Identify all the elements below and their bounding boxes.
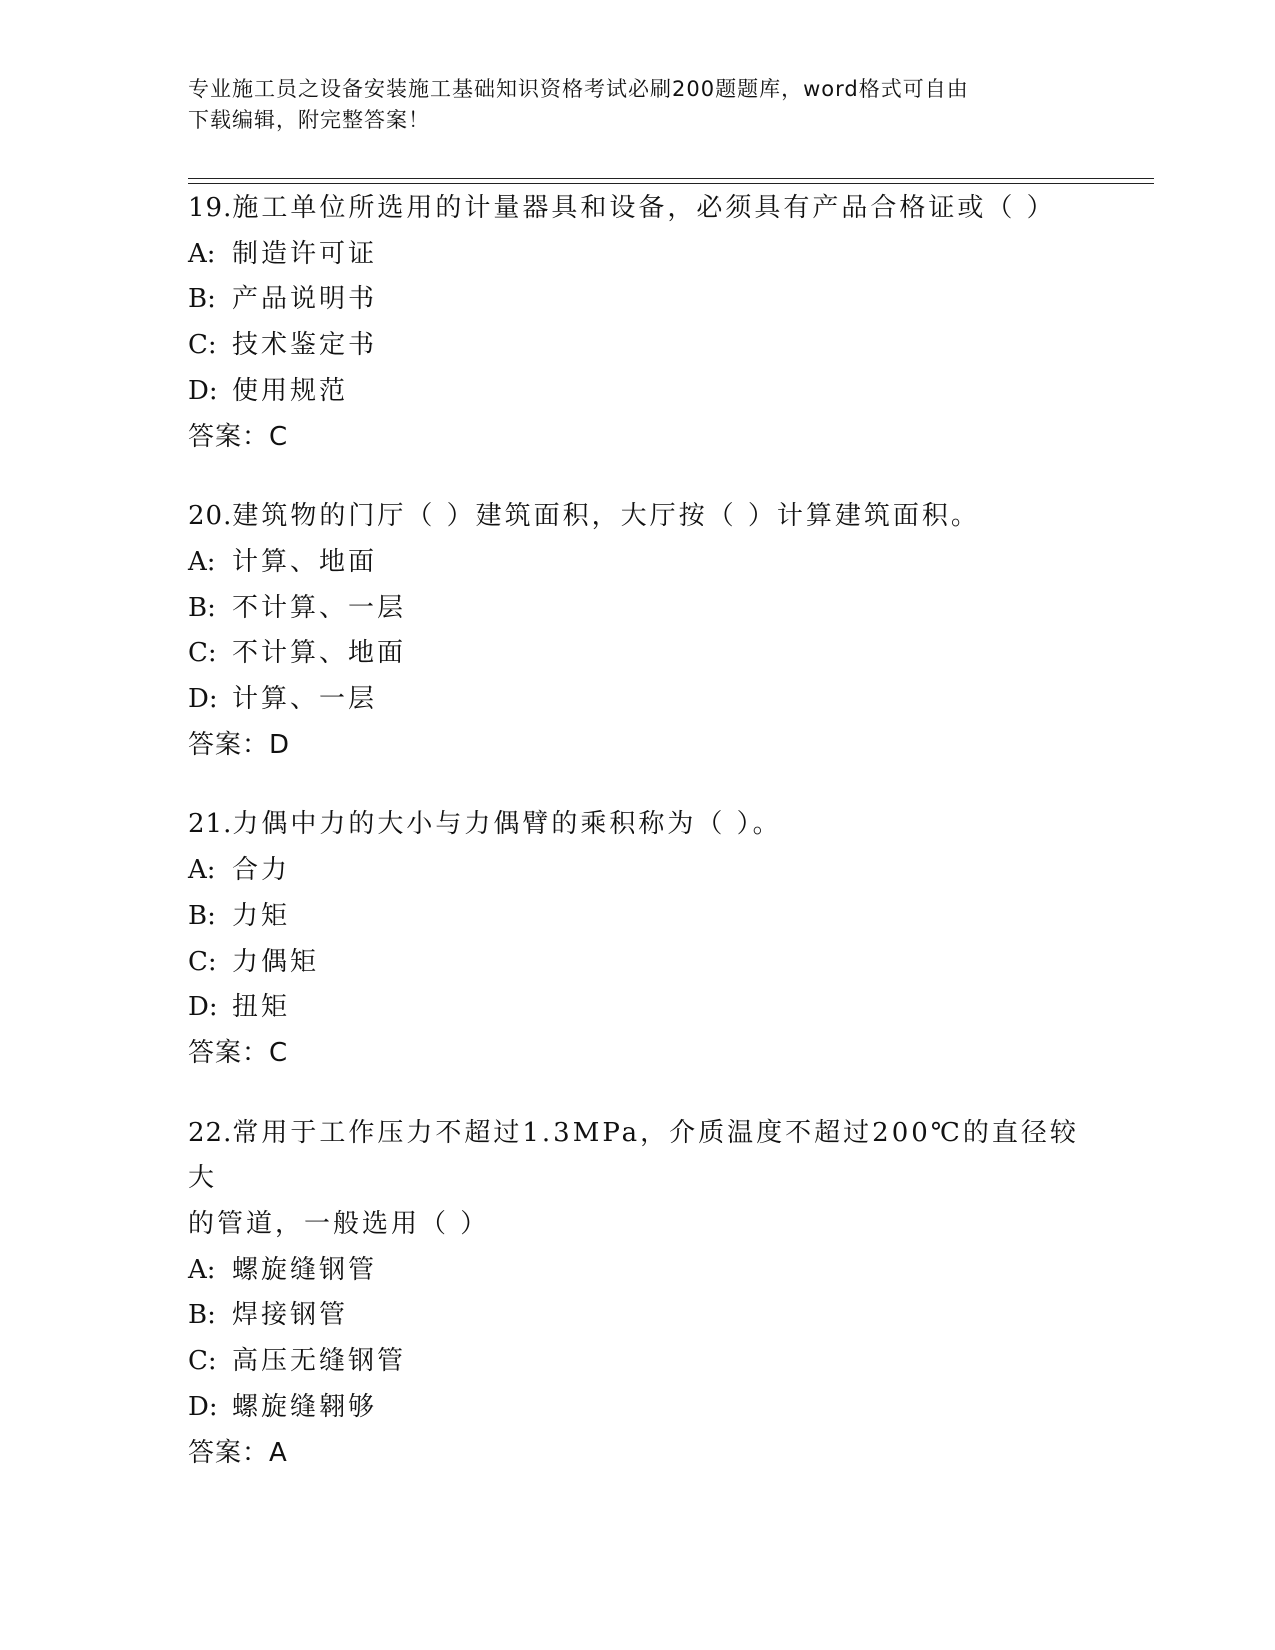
option-d bbox=[188, 369, 1088, 415]
question-number: 22. bbox=[188, 1117, 233, 1148]
option-label: B: bbox=[188, 284, 216, 315]
question-list bbox=[188, 186, 1088, 1510]
option-d bbox=[188, 677, 1088, 723]
option-text: 不计算、地面 bbox=[232, 638, 407, 669]
option-text: 使用规范 bbox=[232, 375, 349, 406]
option-b bbox=[188, 277, 1088, 323]
option-label: C: bbox=[188, 1346, 217, 1377]
option-a bbox=[188, 232, 1088, 278]
answer-line: 答案：D bbox=[188, 729, 291, 760]
option-label: D: bbox=[188, 1391, 218, 1422]
option-d bbox=[188, 1385, 1088, 1431]
option-label: A: bbox=[188, 1254, 216, 1285]
question-stem-line: 常用于工作压力不超过1.3MPa，介质温度不超过200℃的直径较大 bbox=[188, 1117, 1079, 1194]
option-a bbox=[188, 1248, 1088, 1294]
question-item bbox=[188, 802, 1088, 1076]
option-b bbox=[188, 586, 1088, 632]
option-label: B: bbox=[188, 900, 216, 931]
question-item bbox=[188, 494, 1088, 768]
option-text: 高压无缝钢管 bbox=[232, 1346, 407, 1377]
question-stem-line: 施工单位所选用的计量器具和设备，必须具有产品合格证或（ ） bbox=[232, 193, 1056, 223]
option-c bbox=[188, 940, 1088, 986]
option-text: 螺旋缝翱够 bbox=[232, 1391, 378, 1422]
option-label: B: bbox=[188, 592, 216, 623]
option-text: 制造许可证 bbox=[232, 238, 378, 269]
option-c bbox=[188, 1339, 1088, 1385]
question-text bbox=[188, 1111, 1088, 1202]
option-text: 力偶矩 bbox=[232, 946, 320, 977]
question-stem-line: 建筑物的门厅（ ）建筑面积，大厅按（ ）计算建筑面积。 bbox=[232, 501, 980, 532]
header-divider-top bbox=[188, 178, 1154, 179]
option-label: A: bbox=[188, 855, 216, 886]
question-stem-line: 力偶中力的大小与力偶臂的乘积称为（ ）。 bbox=[232, 809, 782, 840]
option-d bbox=[188, 985, 1088, 1031]
option-text: 扭矩 bbox=[232, 992, 291, 1023]
document-header bbox=[188, 74, 1068, 136]
option-c bbox=[188, 631, 1088, 677]
answer-line: 答案：A bbox=[188, 1437, 288, 1468]
question-item bbox=[188, 186, 1088, 460]
option-label: D: bbox=[188, 375, 218, 406]
option-text: 计算、地面 bbox=[232, 546, 378, 577]
question-number: 19. bbox=[188, 193, 233, 223]
option-a bbox=[188, 540, 1088, 586]
option-text: 合力 bbox=[232, 855, 291, 886]
question-number: 20. bbox=[188, 501, 233, 532]
header-divider-bottom bbox=[188, 183, 1154, 184]
answer-line: 答案：C bbox=[188, 1037, 289, 1068]
option-text: 技术鉴定书 bbox=[232, 330, 378, 361]
header-line-1: 专业施工员之设备安装施工基础知识资格考试必刷200题题库，word格式可自由 bbox=[188, 77, 969, 101]
option-label: A: bbox=[188, 546, 216, 577]
question-text bbox=[188, 802, 1088, 848]
question-text-continued: 的管道，一般选用（ ） bbox=[188, 1209, 490, 1240]
option-label: C: bbox=[188, 946, 217, 977]
option-text: 螺旋缝钢管 bbox=[232, 1254, 378, 1285]
option-b bbox=[188, 1293, 1088, 1339]
option-label: C: bbox=[188, 638, 217, 669]
header-line-2: 下载编辑，附完整答案！ bbox=[188, 108, 430, 132]
option-a bbox=[188, 848, 1088, 894]
option-text: 焊接钢管 bbox=[232, 1300, 349, 1331]
option-text: 力矩 bbox=[232, 900, 291, 931]
option-text: 计算、一层 bbox=[232, 684, 378, 715]
option-label: C: bbox=[188, 330, 217, 361]
question-text bbox=[188, 186, 1088, 232]
option-label: D: bbox=[188, 684, 218, 715]
option-text: 不计算、一层 bbox=[232, 592, 407, 623]
option-label: D: bbox=[188, 992, 218, 1023]
option-c bbox=[188, 323, 1088, 369]
option-b bbox=[188, 894, 1088, 940]
option-label: A: bbox=[188, 238, 216, 269]
question-text bbox=[188, 494, 1088, 540]
question-item bbox=[188, 1111, 1088, 1477]
option-label: B: bbox=[188, 1300, 216, 1331]
option-text: 产品说明书 bbox=[232, 284, 378, 315]
answer-line: 答案：C bbox=[188, 421, 289, 452]
question-number: 21. bbox=[188, 809, 233, 840]
